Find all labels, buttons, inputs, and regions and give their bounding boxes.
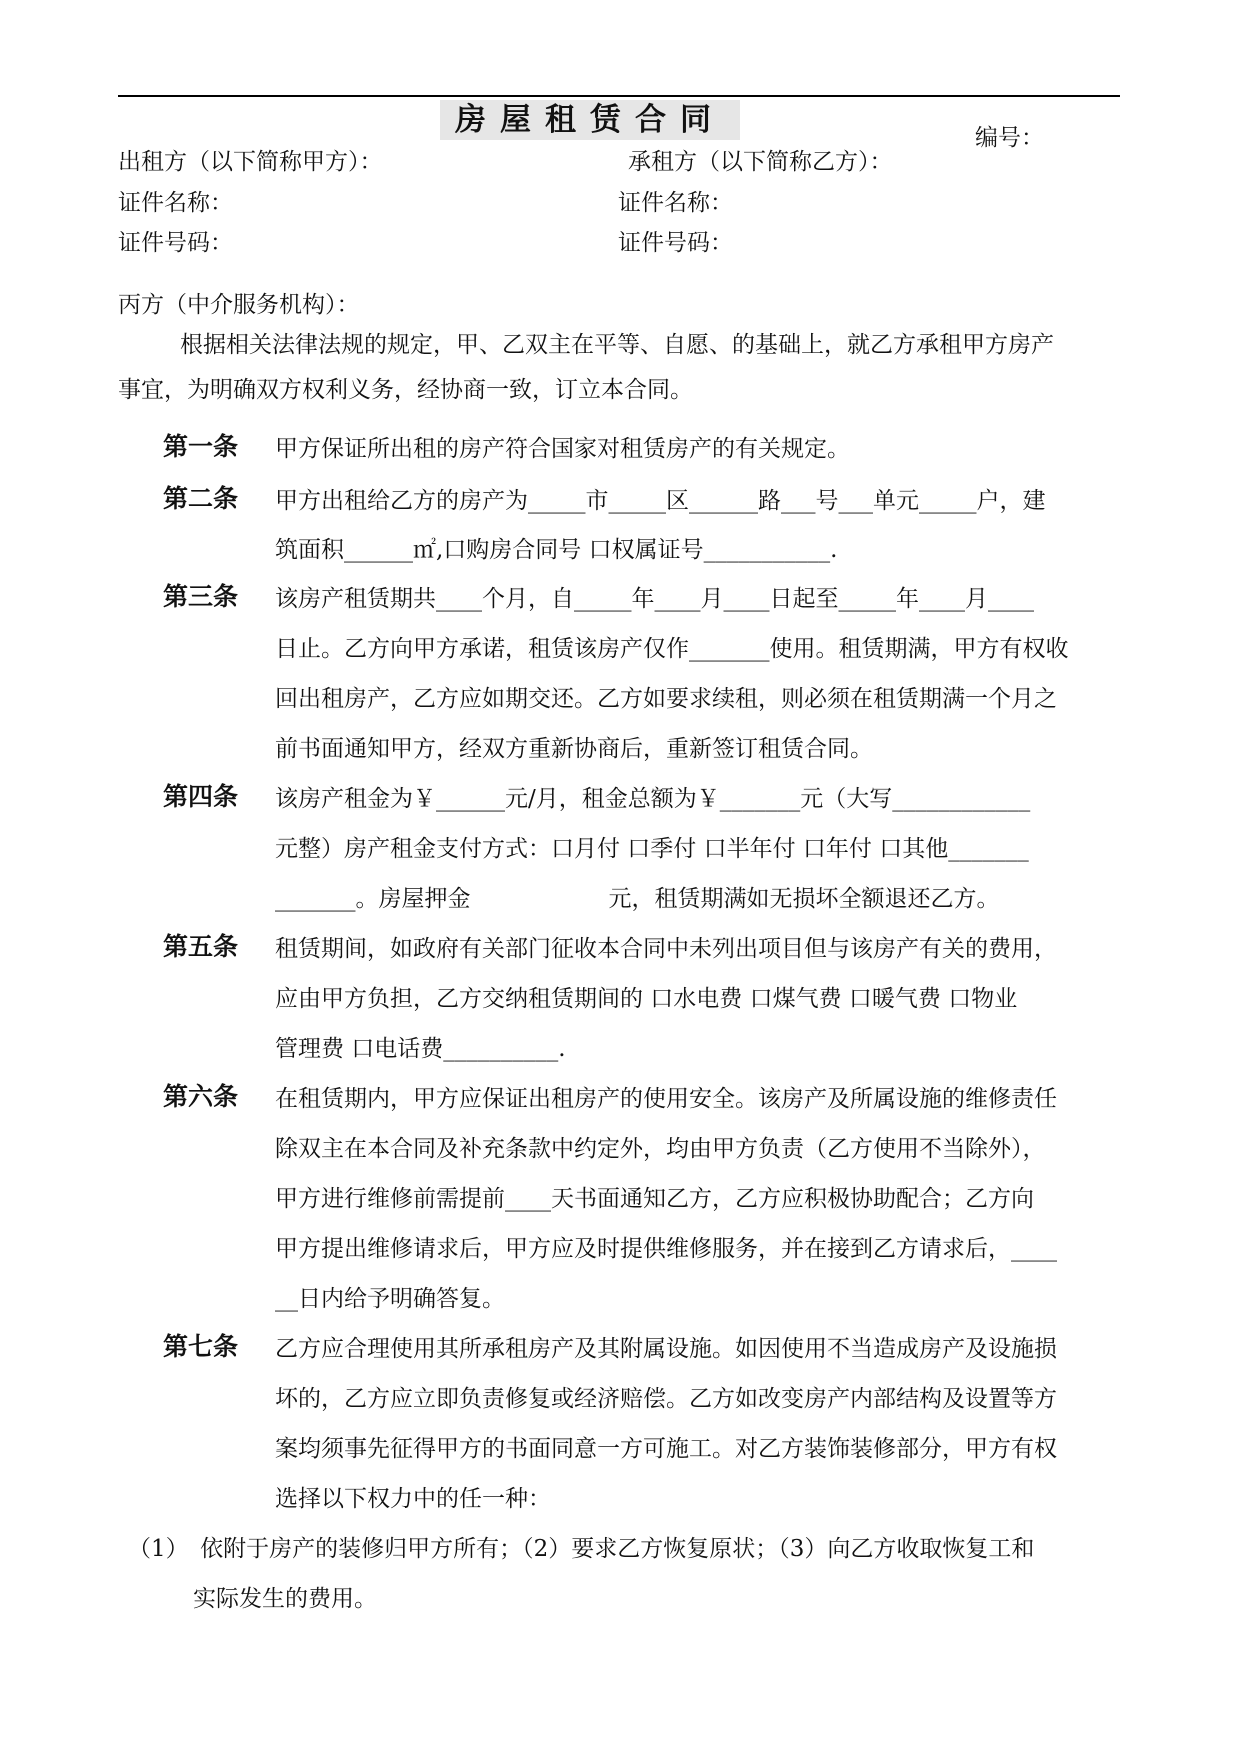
options-line: （1） 依附于房产的装修归甲方所有；（2）要求乙方恢复原状；（3）向乙方收取恢复工和 [128,1536,1035,1562]
article-3-line: 前书面通知甲方，经双方重新协商后，重新签订租赁合同。 [275,736,873,762]
article-3-label: 第三条 [163,582,239,611]
preamble-line: 根据相关法律法规的规定，甲、乙双主在平等、自愿、的基础上，就乙方承租甲方房产 [180,332,1054,358]
party-b-label: 承租方（以下简称乙方）： [628,149,893,175]
article-4-label: 第四条 [163,782,239,811]
article-5-line: 应由甲方负担，乙方交纳租赁期间的 口水电费 口煤气费 口暖气费 口物业 [275,986,1018,1012]
contract-number-label: 编号： [975,125,1044,151]
article-3-line: 该房产租赁期共____个月，自_____年____月____日起至_____年____月____ [275,586,1034,612]
article-6-line: 除双主在本合同及补充条款中约定外，均由甲方负责（乙方使用不当除外）， [275,1136,1046,1162]
article-5-line: 租赁期间，如政府有关部门征收本合同中未列出项目但与该房产有关的费用， [275,936,1057,962]
article-7-line: 案均须事先征得甲方的书面同意一方可施工。对乙方装饰装修部分，甲方有权 [275,1436,1057,1462]
article-4-line: 该房产租金为￥______元/月，租金总额为￥_______元（大写____________ [275,786,1031,812]
preamble-line: 事宜，为明确双方权利义务，经协商一致，订立本合同。 [118,377,693,403]
article-7-line: 乙方应合理使用其所承租房产及其附属设施。如因使用不当造成房产及设施损 [275,1336,1057,1362]
article-1-label: 第一条 [163,432,239,461]
party-a-label: 出租方（以下简称甲方）： [118,149,383,175]
article-4-line: _______。房屋押金 元，租赁期满如无损坏全额退还乙方。 [275,886,1000,912]
article-6-line: 甲方提出维修请求后，甲方应及时提供维修服务，并在接到乙方请求后，____ [275,1236,1057,1262]
article-3-line: 日止。乙方向甲方承诺，租赁该房产仅作_______使用。租赁期满，甲方有权收 [275,636,1069,662]
article-6-line: 甲方进行维修前需提前____天书面通知乙方，乙方应积极协助配合；乙方向 [275,1186,1034,1212]
options-line: 实际发生的费用。 [193,1586,377,1612]
header-rule [118,95,1120,97]
article-2-line: 甲方出租给乙方的房产为_____市_____区______路___号___单元_____户，建 [275,488,1046,514]
party-a-id-number: 证件号码： [118,230,233,256]
party-a-id-name: 证件名称： [118,190,233,216]
article-6-label: 第六条 [163,1082,239,1111]
article-7-line: 选择以下权力中的任一种： [275,1486,551,1512]
article-2-label: 第二条 [163,484,239,513]
article-5-label: 第五条 [163,932,239,961]
party-c-label: 丙方（中介服务机构）： [118,292,360,318]
article-2-line: 筑面积______㎡,口购房合同号 口权属证号___________. [275,537,838,563]
document-title: 房屋租赁合同 [440,100,740,140]
article-7-line: 坏的，乙方应立即负责修复或经济赔偿。乙方如改变房产内部结构及设置等方 [275,1386,1057,1412]
article-6-line: 在租赁期内，甲方应保证出租房产的使用安全。该房产及所属设施的维修责任 [275,1086,1057,1112]
article-1-line: 甲方保证所出租的房产符合国家对租赁房产的有关规定。 [275,436,850,462]
party-b-id-name: 证件名称： [618,190,733,216]
party-b-id-number: 证件号码： [618,230,733,256]
article-6-line: __日内给予明确答复。 [275,1286,505,1312]
article-4-line: 元整）房产租金支付方式：口月付 口季付 口半年付 口年付 口其他_______ [275,836,1029,862]
article-3-line: 回出租房产，乙方应如期交还。乙方如要求续租，则必须在租赁期满一个月之 [275,686,1057,712]
article-7-label: 第七条 [163,1332,239,1361]
article-5-line: 管理费 口电话费__________. [275,1036,566,1062]
